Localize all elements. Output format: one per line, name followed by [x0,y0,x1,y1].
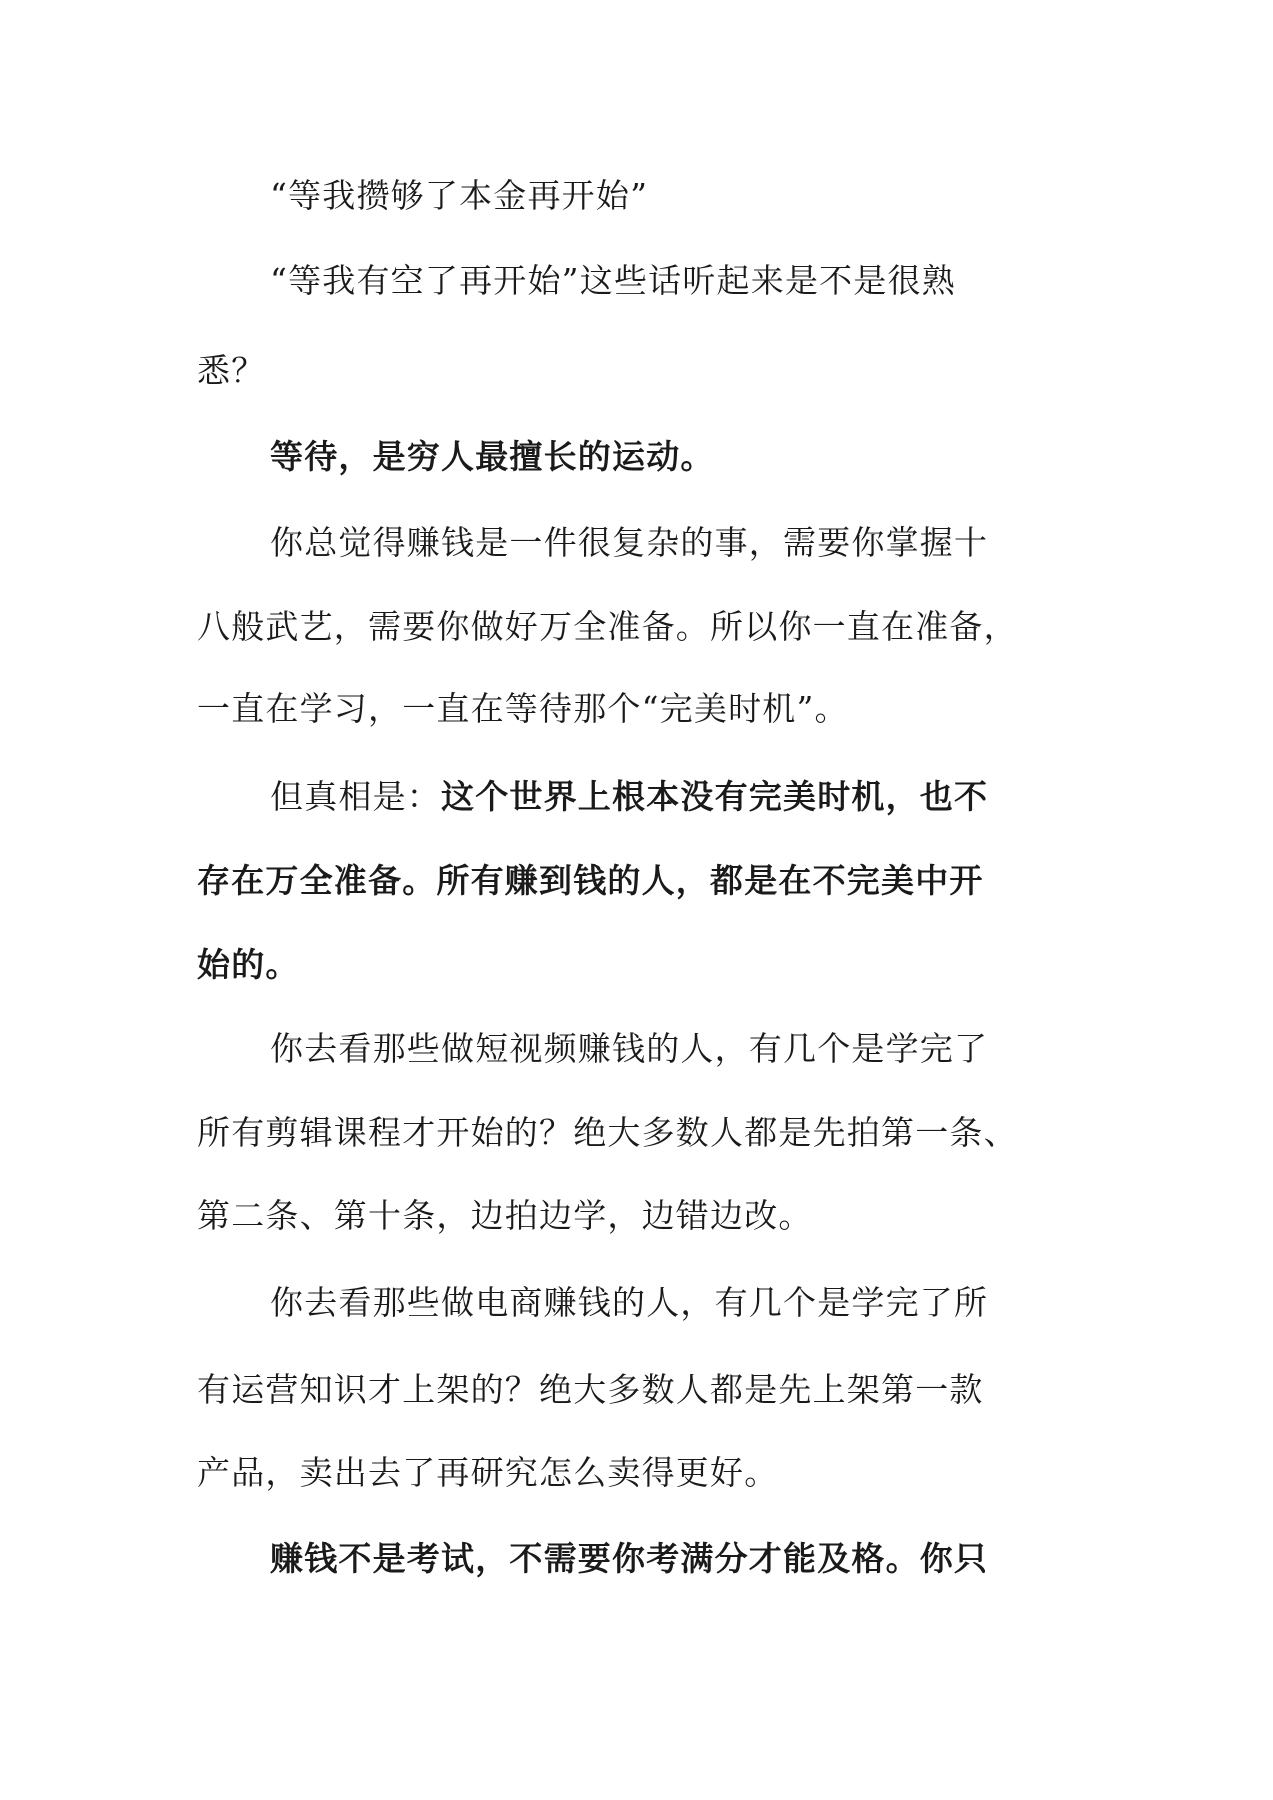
paragraph-line: 八般武艺，需要你做好万全准备。所以你一直在准备， [197,607,1018,646]
paragraph-line: 你去看那些做电商赚钱的人，有几个是学完了所 [270,1283,989,1322]
paragraph-line: 你总觉得赚钱是一件很复杂的事，需要你掌握十 [270,523,989,562]
paragraph-line: 产品，卖出去了再研究怎么卖得更好。 [197,1453,779,1492]
paragraph-line: 一直在学习，一直在等待那个“完美时机”。 [197,689,849,728]
paragraph-line: 所有剪辑课程才开始的？绝大多数人都是先拍第一条、 [197,1113,1018,1152]
paragraph-line-mixed [270,777,1100,817]
paragraph-line: 悉？ [197,351,266,390]
bold-paragraph-line: 始的。 [197,945,300,984]
bold-paragraph-line: 存在万全准备。所有赚到钱的人，都是在不完美中开 [197,861,984,900]
bold-statement-exam: 赚钱不是考试，不需要你考满分才能及格。你只 [270,1539,989,1578]
truth-bold-text: 这个世界上根本没有完美时机，也不 [441,777,989,816]
truth-lead-text: 但真相是： [270,777,441,816]
paragraph-line: 第二条、第十条，边拍边学，边错边改。 [197,1196,813,1235]
paragraph-line: 有运营知识才上架的？绝大多数人都是先上架第一款 [197,1370,984,1409]
bold-statement-waiting: 等待，是穷人最擅长的运动。 [270,437,715,476]
quote-line-savings: “等我攒够了本金再开始” [270,176,649,215]
paragraph-line: 你去看那些做短视频赚钱的人，有几个是学完了 [270,1029,989,1068]
quote-line-free-time: “等我有空了再开始”这些话听起来是不是很熟 [270,261,956,300]
